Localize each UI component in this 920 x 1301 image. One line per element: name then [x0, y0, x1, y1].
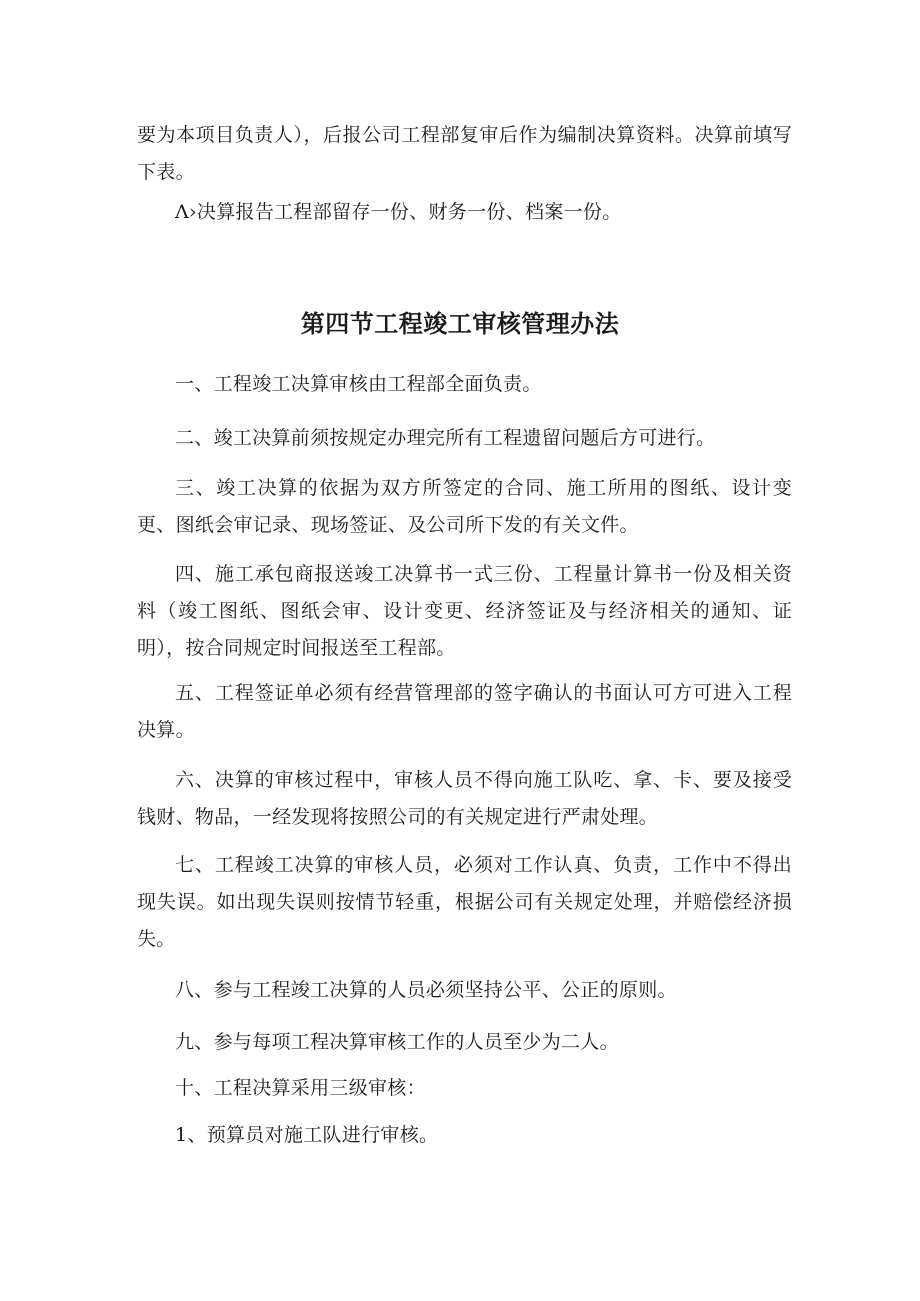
item-3: 三、竣工决算的依据为双方所签定的合同、施工所用的图纸、设计变更、图纸会审记录、现场签证、及公司所下发的有关文件。 [137, 477, 792, 536]
report-copies-paragraph: Λ›决算报告工程部留存一份、财务一份、档案一份。 [175, 201, 622, 223]
item-2: 二、竣工决算前须按规定办理完所有工程遗留问题后方可进行。 [175, 427, 716, 449]
section-title: 第四节工程竣工审核管理办法 [300, 309, 620, 338]
item-8: 八、参与工程竣工决算的人员必须坚持公平、公正的原则。 [175, 979, 677, 1001]
item-6: 六、决算的审核过程中，审核人员不得向施工队吃、拿、卡、要及接受钱财、物品，一经发现将按照公司的有关规定进行严肃处理。 [137, 769, 792, 828]
item-10-sub-1: 1、预算员对施工队进行审核。 [175, 1124, 439, 1146]
item-9: 九、参与每项工程决算审核工作的人员至少为二人。 [175, 1031, 619, 1053]
item-1: 一、工程竣工决算审核由工程部全面负责。 [175, 373, 542, 395]
item-5: 五、工程签证单必须有经营管理部的签字确认的书面认可方可进入工程决算。 [137, 682, 792, 741]
item-7: 七、工程竣工决算的审核人员，必须对工作认真、负责，工作中不得出现失误。如出现失误则按情节轻重，根据公司有关规定处理，并赔偿经济损失。 [137, 854, 792, 950]
item-10: 十、工程决算采用三级审核： [175, 1077, 426, 1099]
item-4: 四、施工承包商报送竣工决算书一式三份、工程量计算书一份及相关资料（竣工图纸、图纸会审、设计变更、经济签证及与经济相关的通知、证明），按合同规定时间报送至工程部。 [137, 563, 792, 659]
carry-over-paragraph: 要为本项目负责人），后报公司工程部复审后作为编制决算资料。决算前填写下表。 [137, 124, 792, 183]
